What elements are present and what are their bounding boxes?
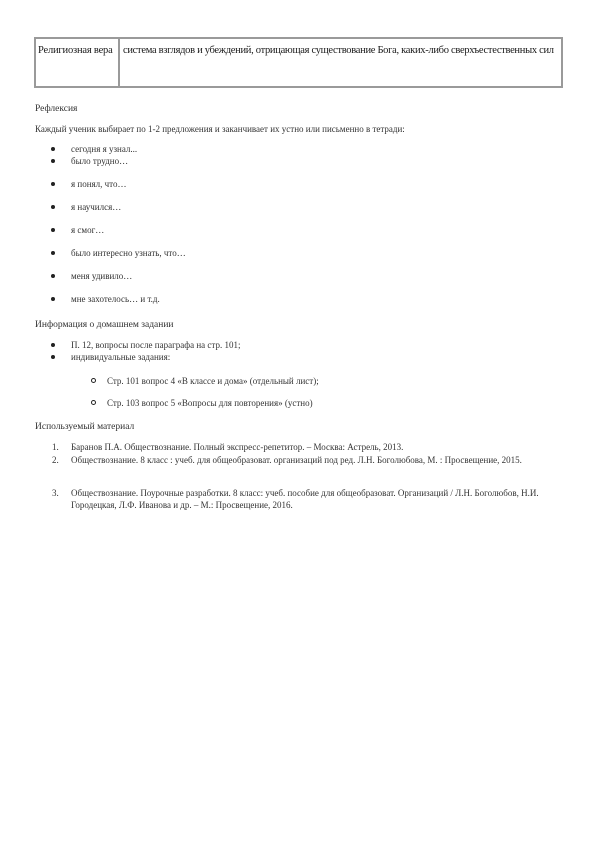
list-item-text: меня удивило… xyxy=(71,271,133,281)
list-item-text: было интересно узнать, что… xyxy=(71,248,186,258)
list-item-text: сегодня я узнал... xyxy=(71,144,138,154)
definition-table xyxy=(34,37,563,88)
reflection-intro: Каждый ученик выбирает по 1-2 предложения и заканчивает их устно или письменно в тетради: xyxy=(35,124,405,134)
circle-bullet-icon xyxy=(91,400,96,405)
bullet-icon xyxy=(51,182,55,186)
bullet-icon xyxy=(51,355,55,359)
list-item-text: мне захотелось… и т.д. xyxy=(71,294,160,304)
circle-bullet-icon xyxy=(91,378,96,383)
reflection-heading: Рефлексия xyxy=(35,104,78,114)
sub-list-item-text: Стр. 103 вопрос 5 «Вопросы для повторения» (устно) xyxy=(107,398,313,408)
list-item-text: было трудно… xyxy=(71,156,129,166)
list-item-text: я понял, что… xyxy=(71,179,127,189)
bullet-icon xyxy=(51,147,55,151)
bullet-icon xyxy=(51,274,55,278)
item-number: 3. xyxy=(52,488,59,498)
bullet-icon xyxy=(51,205,55,209)
bullet-icon xyxy=(51,159,55,163)
item-text: Обществознание. 8 класс : учеб. для общеобразоват. организаций под ред. Л.Н. Боголюбова, М. : Просвещение, 2015. xyxy=(71,455,522,465)
homework-heading: Информация о домашнем задании xyxy=(35,320,174,330)
bullet-icon xyxy=(51,251,55,255)
bullet-icon xyxy=(51,343,55,347)
materials-heading: Используемый материал xyxy=(35,422,135,432)
item-text: Баранов П.А. Обществознание. Полный экспресс-репетитор. – Москва: Астрель, 2013. xyxy=(71,442,404,452)
list-item-text: я научился… xyxy=(71,202,122,212)
item-number: 1. xyxy=(52,442,59,452)
bullet-icon xyxy=(51,297,55,301)
item-text: Обществознание. Поурочные разработки. 8 класс: учеб. пособие для общеобразоват. Организаций / Л.Н. Боголюбов, Н.И. Городецкая, Л.Ф. Иванова и др. – М.: Просвещение, 2016. xyxy=(71,488,539,510)
definition-description: система взглядов и убеждений, отрицающая существование Бога, каких-либо сверхъестественных сил xyxy=(123,45,554,56)
list-item-text: индивидуальные задания: xyxy=(71,352,171,362)
definition-term: Религиозная вера xyxy=(36,39,120,86)
item-number: 2. xyxy=(52,455,59,465)
list-item-text: я смог… xyxy=(71,225,105,235)
bullet-icon xyxy=(51,228,55,232)
list-item-text: П. 12, вопросы после параграфа на стр. 101; xyxy=(71,340,241,350)
sub-list-item-text: Стр. 101 вопрос 4 «В классе и дома» (отдельный лист); xyxy=(107,376,319,386)
